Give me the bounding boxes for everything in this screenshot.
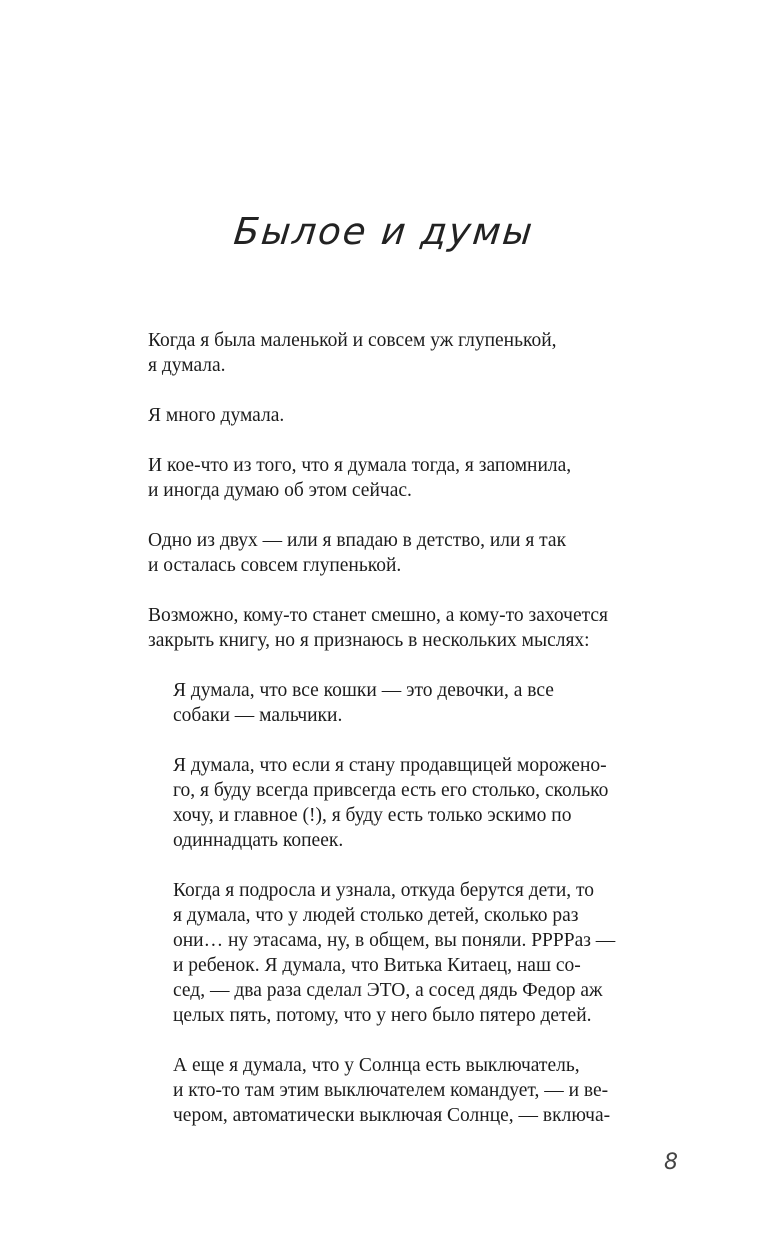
paragraph bbox=[148, 403, 688, 428]
text-line: одиннадцать копеек. bbox=[173, 830, 344, 851]
body-text bbox=[148, 328, 688, 1153]
chapter-title: Былое и думы bbox=[231, 210, 537, 253]
text-line: чером, автоматически выключая Солнце, — включа- bbox=[173, 1105, 611, 1126]
text-line: Я думала, что если я стану продавщицей морожено- bbox=[173, 755, 607, 776]
paragraph bbox=[148, 328, 688, 378]
paragraph bbox=[148, 1053, 688, 1128]
text-line: я думала. bbox=[148, 355, 226, 376]
text-line: Я думала, что все кошки — это девочки, а все bbox=[173, 680, 554, 701]
paragraph bbox=[148, 603, 688, 653]
text-line: го, я буду всегда привсегда есть его столько, сколько bbox=[173, 780, 609, 801]
text-line: сед, — два раза сделал ЭТО, а сосед дядь Федор аж bbox=[173, 980, 603, 1001]
text-line: закрыть книгу, но я признаюсь в нескольких мыслях: bbox=[148, 630, 590, 651]
text-line: собаки — мальчики. bbox=[173, 705, 343, 726]
text-line: Я много думала. bbox=[148, 405, 285, 426]
page-number: 8 bbox=[664, 1150, 678, 1175]
text-line: и ребенок. Я думала, что Витька Китаец, наш со- bbox=[173, 955, 581, 976]
text-line: Одно из двух — или я впадаю в детство, или я так bbox=[148, 530, 567, 551]
text-line: Когда я была маленькой и совсем уж глупенькой, bbox=[148, 330, 557, 351]
text-line: хочу, и главное (!), я буду есть только эскимо по bbox=[173, 805, 572, 826]
text-line: я думала, что у людей столько детей, сколько раз bbox=[173, 905, 579, 926]
text-line: Возможно, кому-то станет смешно, а кому-то захочется bbox=[148, 605, 609, 626]
text-line: они… ну этасама, ну, в общем, вы поняли. РРРРаз — bbox=[173, 930, 616, 951]
paragraph bbox=[148, 528, 688, 578]
text-line: и кто-то там этим выключателем командует, — и ве- bbox=[173, 1080, 609, 1101]
paragraph bbox=[148, 678, 688, 728]
paragraph bbox=[148, 753, 688, 853]
paragraph bbox=[148, 878, 688, 1028]
text-line: Когда я подросла и узнала, откуда берутся дети, то bbox=[173, 880, 595, 901]
text-line: и осталась совсем глупенькой. bbox=[148, 555, 402, 576]
text-line: целых пять, потому, что у него было пятеро детей. bbox=[173, 1005, 592, 1026]
text-line: И кое-что из того, что я думала тогда, я запомнила, bbox=[148, 455, 572, 476]
text-line: и иногда думаю об этом сейчас. bbox=[148, 480, 412, 501]
paragraph bbox=[148, 453, 688, 503]
text-line: А еще я думала, что у Солнца есть выключатель, bbox=[173, 1055, 580, 1076]
